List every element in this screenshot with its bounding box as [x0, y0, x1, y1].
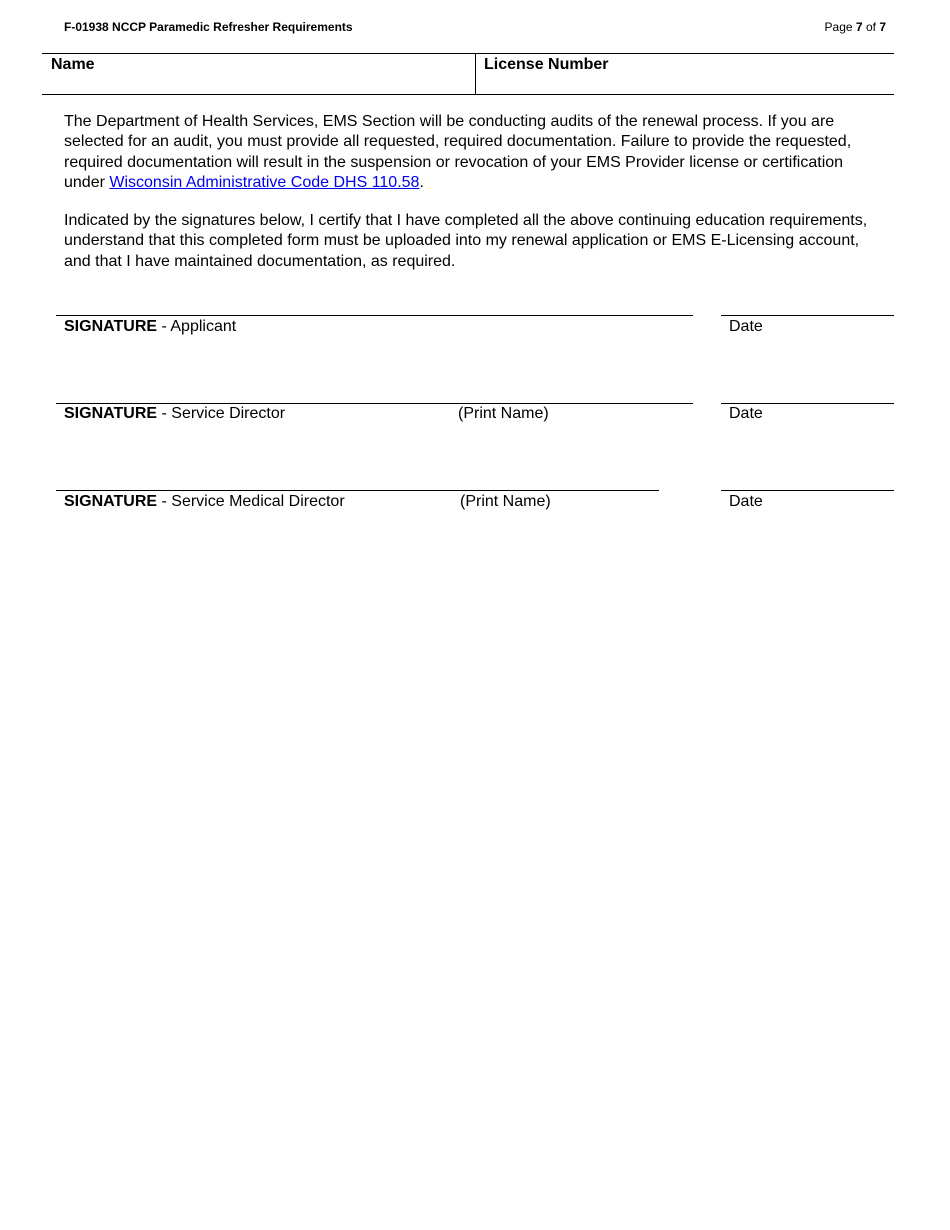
applicant-date-label: Date [729, 318, 763, 335]
dhs-code-link[interactable]: Wisconsin Administrative Code DHS 110.58 [109, 174, 420, 192]
audit-paragraph: The Department of Health Services, EMS Section will be conducting audits of the renewal process. If you are selected for an audit, you must provide all requested, required documentation. Failure to provide the requested, required documentation will result in the suspension or revocation of your EMS Provider license or certification under Wisconsin Administrative Code DHS 110.58. [64, 113, 852, 192]
name-label: Name [51, 56, 95, 73]
certification-paragraph: Indicated by the signatures below, I certify that I have completed all the above continuing education requirements, understand that this completed form must be uploaded into my renewal application or EMS E-Licensing account, and that I have maintained documentation, as required. [64, 212, 868, 270]
page-number: Page 7 of 7 [824, 20, 886, 34]
applicant-date-line[interactable] [721, 315, 894, 316]
service-director-print-name-label: (Print Name) [458, 405, 549, 422]
identity-table [42, 53, 894, 95]
medical-director-print-name-label: (Print Name) [460, 493, 551, 510]
name-field[interactable] [42, 54, 476, 94]
service-director-date-line[interactable] [721, 403, 894, 404]
medical-director-date-label: Date [729, 493, 763, 510]
license-number-label: License Number [484, 56, 609, 73]
service-director-signature-label: SIGNATURE - Service Director [64, 405, 286, 422]
medical-director-signature-line[interactable] [56, 490, 659, 491]
applicant-signature-line[interactable] [56, 315, 693, 316]
medical-director-signature-label: SIGNATURE - Service Medical Director [64, 493, 345, 510]
service-director-signature-line[interactable] [56, 403, 693, 404]
service-director-date-label: Date [729, 405, 763, 422]
license-number-field[interactable] [476, 54, 894, 94]
medical-director-date-line[interactable] [721, 490, 894, 491]
applicant-signature-label: SIGNATURE - Applicant [64, 318, 237, 335]
form-title: F-01938 NCCP Paramedic Refresher Requirements [64, 20, 353, 34]
